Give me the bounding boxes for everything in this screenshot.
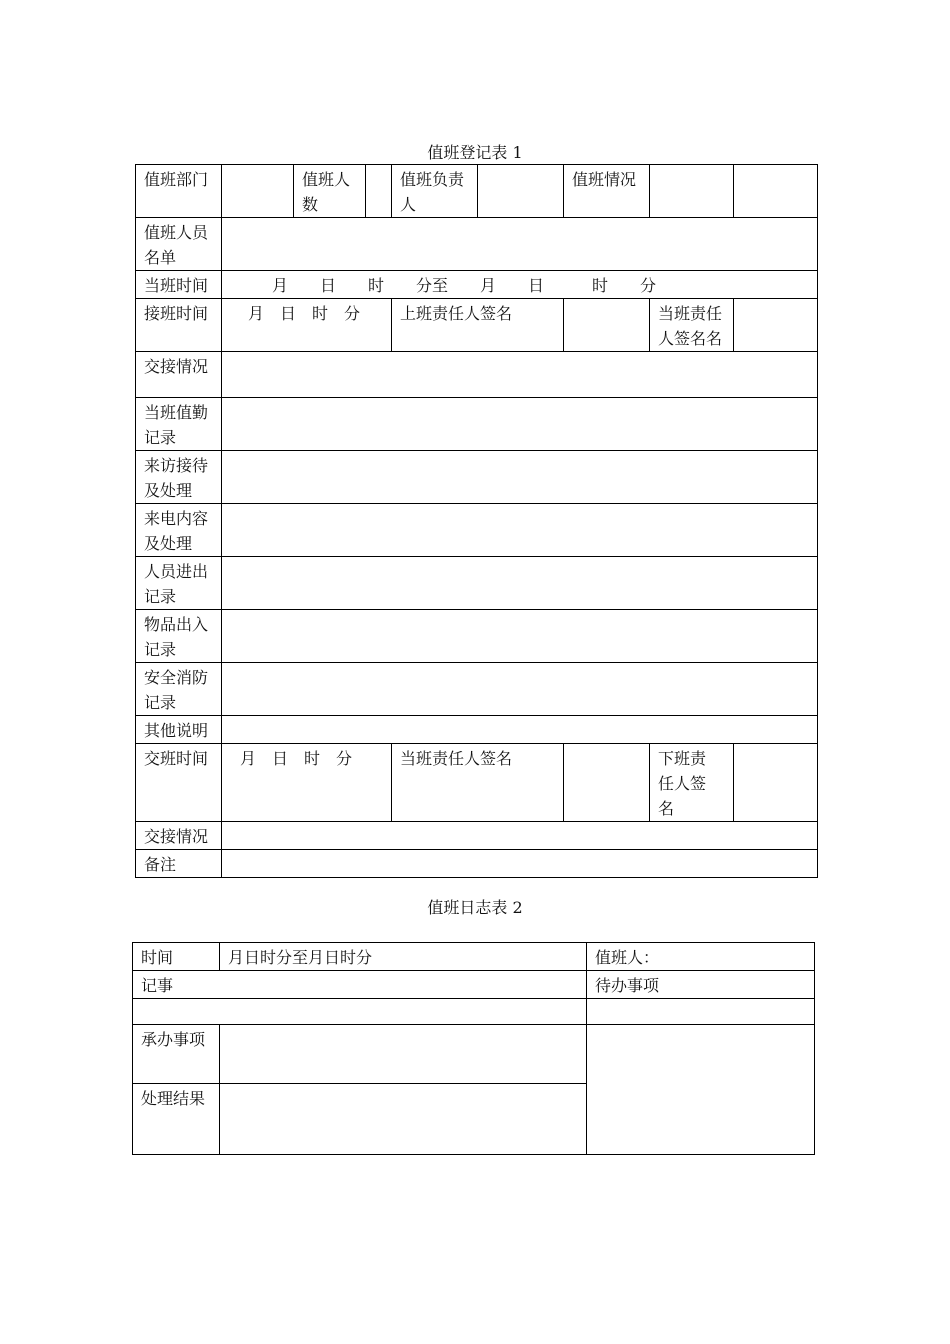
handoff-time-value[interactable]: 月 日 时 分: [222, 744, 392, 822]
safety-field[interactable]: [222, 663, 818, 716]
other-field[interactable]: [222, 716, 818, 744]
situation-label: 值班情况: [564, 165, 650, 218]
next-sign-field[interactable]: [734, 744, 818, 822]
handoff-time-label: 交班时间: [136, 744, 222, 822]
shift-time-value[interactable]: 月 日 时 分至 月 日 时 分: [222, 271, 818, 299]
other-label: 其他说明: [136, 716, 222, 744]
log-result-field[interactable]: [220, 1084, 587, 1155]
call-label: 来电内容及处理: [136, 504, 222, 557]
handoff-sign-field[interactable]: [564, 744, 650, 822]
remark-label: 备注: [136, 850, 222, 878]
log-notes-label: 记事: [133, 971, 587, 999]
dept-label: 值班部门: [136, 165, 222, 218]
shift-time-label: 当班时间: [136, 271, 222, 299]
remark-field[interactable]: [222, 850, 818, 878]
log-person-label: 值班人：: [587, 943, 815, 971]
log-todo-field[interactable]: [587, 999, 815, 1025]
handover2-field[interactable]: [222, 822, 818, 850]
duty-log-table: [132, 942, 815, 1155]
personnel-field[interactable]: [222, 557, 818, 610]
handover-label: 交接情况: [136, 352, 222, 398]
log-todo-label: 待办事项: [587, 971, 815, 999]
duty-record-field[interactable]: [222, 398, 818, 451]
log-undertake-field[interactable]: [220, 1025, 587, 1084]
log-time-value[interactable]: 月日时分至月日时分: [220, 943, 587, 971]
duty-record-label: 当班值勤记录: [136, 398, 222, 451]
handoff-sign-label: 当班责任人签名: [392, 744, 564, 822]
prev-sign-label: 上班责任人签名: [392, 299, 564, 352]
prev-sign-field[interactable]: [564, 299, 650, 352]
duty-register-table: [135, 164, 818, 878]
handover2-label: 交接情况: [136, 822, 222, 850]
personnel-label: 人员进出记录: [136, 557, 222, 610]
count-label: 值班人数: [294, 165, 366, 218]
visitor-label: 来访接待及处理: [136, 451, 222, 504]
leader-field[interactable]: [478, 165, 564, 218]
log-todo-detail-field[interactable]: [587, 1025, 815, 1155]
count-field[interactable]: [366, 165, 392, 218]
log-result-label: 处理结果: [133, 1084, 220, 1155]
curr-sign-label: 当班责任人签名名: [650, 299, 734, 352]
staff-list-field[interactable]: [222, 218, 818, 271]
next-sign-label: 下班责任人签名: [650, 744, 734, 822]
log-notes-field[interactable]: [133, 999, 587, 1025]
log-undertake-label: 承办事项: [133, 1025, 220, 1084]
takeover-time-label: 接班时间: [136, 299, 222, 352]
takeover-time-value[interactable]: 月 日 时 分: [222, 299, 392, 352]
handover-field[interactable]: [222, 352, 818, 398]
staff-list-label: 值班人员名单: [136, 218, 222, 271]
call-field[interactable]: [222, 504, 818, 557]
table2-title: 值班日志表 2: [427, 898, 523, 917]
situation-field[interactable]: [650, 165, 734, 218]
situation-extra-field[interactable]: [734, 165, 818, 218]
curr-sign-field[interactable]: [734, 299, 818, 352]
goods-label: 物品出入记录: [136, 610, 222, 663]
leader-label: 值班负责人: [392, 165, 478, 218]
safety-label: 安全消防记录: [136, 663, 222, 716]
log-time-label: 时间: [133, 943, 220, 971]
visitor-field[interactable]: [222, 451, 818, 504]
table1-title: 值班登记表 1: [427, 143, 523, 162]
dept-field[interactable]: [222, 165, 294, 218]
goods-field[interactable]: [222, 610, 818, 663]
